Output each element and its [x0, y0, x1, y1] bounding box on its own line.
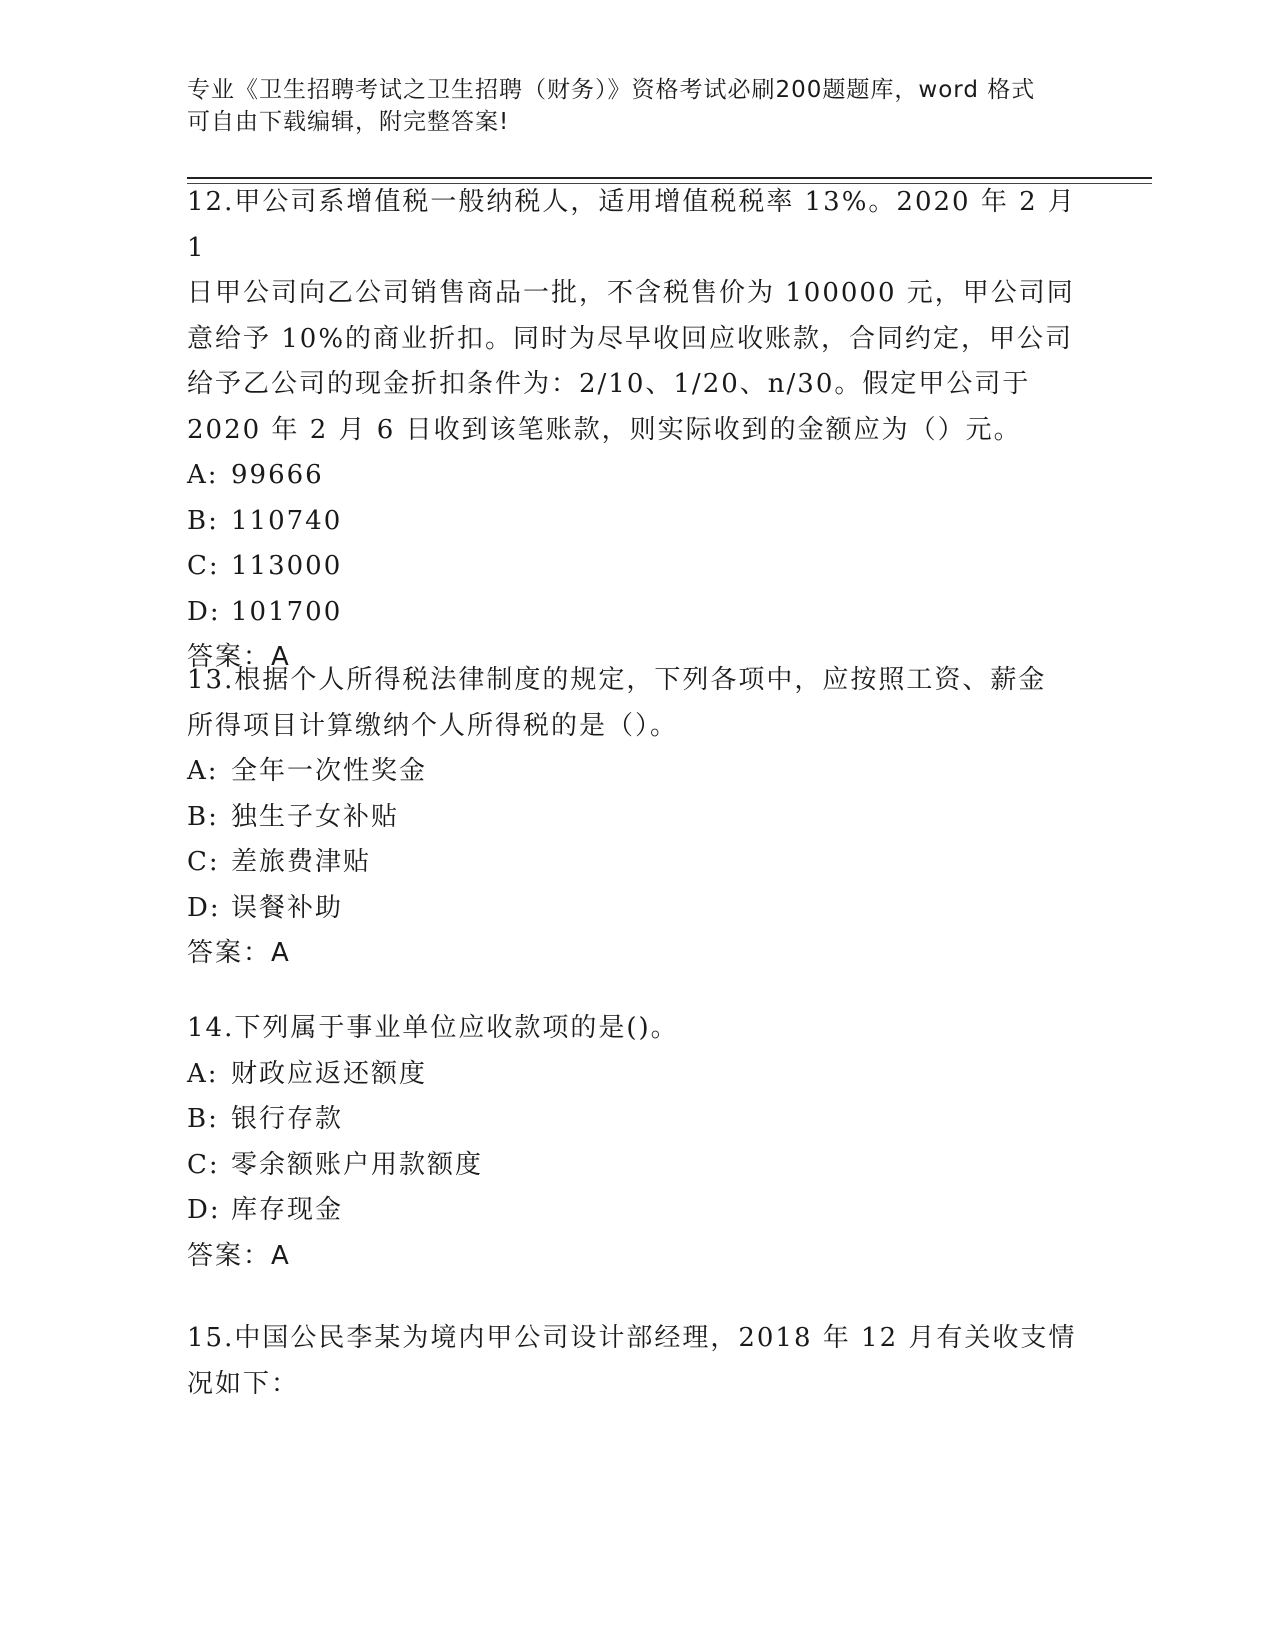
option-text: 误餐补助: [231, 892, 344, 923]
answer-line: 答案：A: [187, 1240, 291, 1271]
question-stem-line: 况如下：: [187, 1368, 300, 1399]
option-key: A:: [187, 460, 219, 490]
question-stem-line: 意给予 10%的商业折扣。同时为尽早收回应收账款，合同约定，甲公司: [187, 323, 1074, 354]
option-key: D:: [187, 892, 221, 923]
question-14: [187, 1006, 1087, 1279]
question-13: [187, 658, 1087, 977]
option-d: [187, 886, 1087, 932]
option-text: 独生子女补贴: [231, 801, 400, 832]
option-c: [187, 1143, 1087, 1189]
option-d: [187, 590, 1087, 636]
question-15: [187, 1316, 1087, 1407]
question-stem-line: 15.中国公民李某为境内甲公司设计部经理，2018 年 12 月有关收支情: [187, 1323, 1077, 1353]
question-stem-line: 2020 年 2 月 6 日收到该笔账款，则实际收到的金额应为（）元。: [187, 414, 1022, 445]
option-text: 101700: [231, 596, 343, 627]
option-key: D:: [187, 596, 221, 627]
option-key: B:: [187, 1104, 219, 1134]
option-a: [187, 453, 1087, 499]
option-a: [187, 749, 1087, 795]
header-line-2: 可自由下载编辑，附完整答案!: [187, 109, 510, 135]
option-b: [187, 795, 1087, 841]
option-b: [187, 1097, 1087, 1143]
option-key: D:: [187, 1195, 221, 1225]
option-text: 零余额账户用款额度: [231, 1149, 484, 1180]
option-key: C:: [187, 1149, 220, 1180]
option-c: [187, 544, 1087, 590]
option-key: C:: [187, 551, 220, 581]
question-stem-line: 所得项目计算缴纳个人所得税的是（）。: [187, 710, 679, 741]
option-key: B:: [187, 505, 219, 536]
option-text: 财政应返还额度: [231, 1058, 428, 1089]
option-d: [187, 1188, 1087, 1234]
option-c: [187, 840, 1087, 886]
answer-line: 答案：A: [187, 938, 291, 968]
option-key: A:: [187, 756, 219, 786]
header-rule-thick: [187, 177, 1152, 179]
option-key: B:: [187, 801, 219, 832]
question-stem-line: 14.下列属于事业单位应收款项的是()。: [187, 1013, 679, 1043]
option-text: 99666: [231, 460, 324, 490]
document-header: [187, 74, 1067, 138]
answer-line: 答案：A: [187, 642, 291, 672]
option-key: C:: [187, 847, 220, 877]
question-stem-line: 13.根据个人所得税法律制度的规定，下列各项中，应按照工资、薪金: [187, 665, 1047, 695]
question-stem-line: 给予乙公司的现金折扣条件为：2/10、1/20、n/30。假定甲公司于: [187, 369, 1031, 399]
option-a: [187, 1052, 1087, 1098]
question-stem-line: 12.甲公司系增值税一般纳税人，适用增值税税率 13%。2020 年 2 月 1: [187, 187, 1076, 263]
option-text: 银行存款: [231, 1104, 344, 1134]
option-text: 110740: [231, 505, 343, 536]
option-text: 库存现金: [231, 1195, 344, 1225]
option-text: 差旅费津贴: [231, 847, 372, 877]
option-text: 全年一次性奖金: [231, 756, 428, 786]
question-12: [187, 180, 1087, 681]
option-text: 113000: [231, 551, 343, 581]
option-key: A:: [187, 1058, 219, 1089]
option-b: [187, 499, 1087, 545]
question-stem-line: 日甲公司向乙公司销售商品一批，不含税售价为 100000 元，甲公司同: [187, 278, 1075, 308]
header-line-1: 专业《卫生招聘考试之卫生招聘（财务）》资格考试必刷200题题库，word 格式: [187, 77, 1036, 103]
